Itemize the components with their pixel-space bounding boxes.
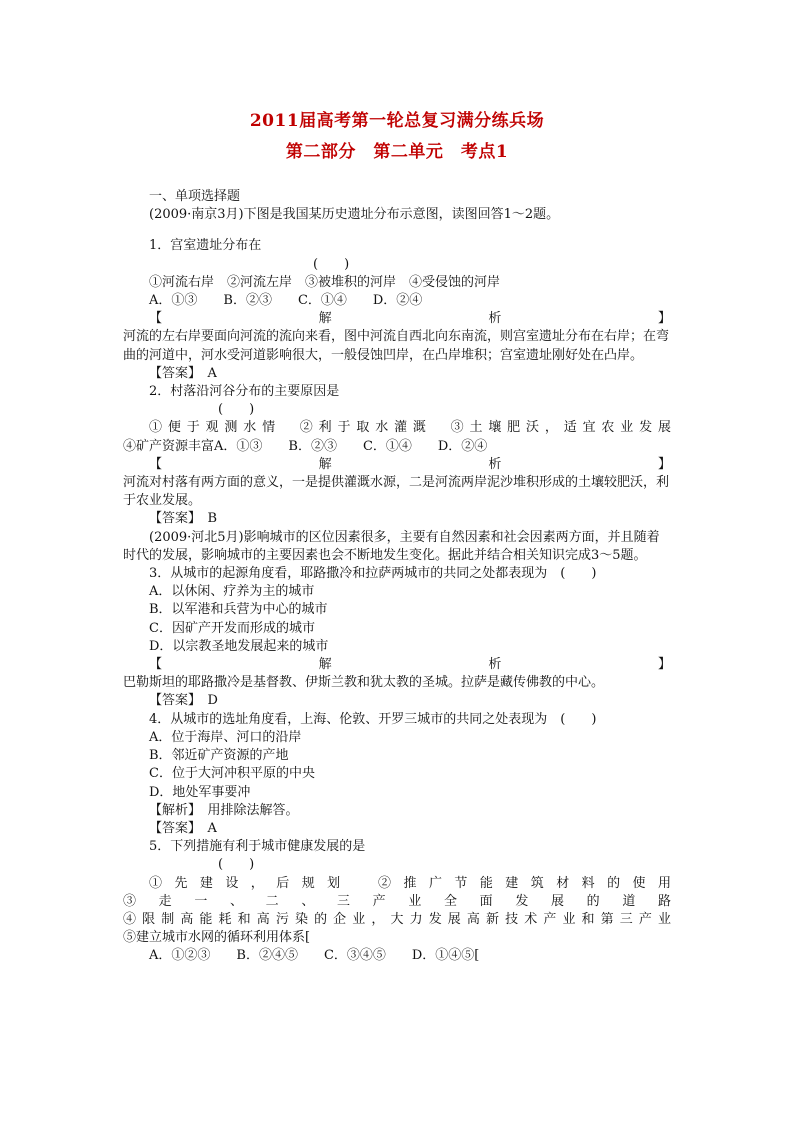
question-3-stem: 3．从城市的起源角度看，耶路撒冷和拉萨两城市的共同之处都表现为 ( ) (149, 566, 597, 582)
question-1-answer: 【答案】 A (149, 365, 217, 381)
question-4-option-d: D．地处军事要冲 (149, 784, 251, 800)
question-5-line4: ⑤建立城市水网的循环利用体系[ (123, 930, 311, 946)
question-5-line2: ③走一、二、三产业全面发展的道路 (123, 893, 671, 909)
document-body (123, 188, 671, 966)
question-2-items-line2: ④矿产资源丰富A．①③ B．②③ C．①④ D．②④ (123, 438, 488, 454)
question-1-stem: 1．宫室遗址分布在 (149, 238, 262, 254)
section-heading: 一、单项选择题 (149, 189, 241, 204)
document-subtitle: 第二部分 第二单元 考点1 (285, 142, 509, 162)
question-2-jiexi-label: 【 解 析 】 (149, 456, 671, 472)
question-1-jiexi-label: 【 解 析 】 (149, 311, 671, 327)
question-4-option-b: B．邻近矿产资源的产地 (149, 748, 289, 764)
question-5-line3: ④限制高能耗和高污染的企业，大力发展高新技术产业和第三产业 (123, 911, 671, 927)
intro-paragraph-1: (2009·南京3月)下图是我国某历史遗址分布示意图，读图回答1～2题。 (149, 207, 560, 223)
question-3-jiexi-text: 巴勒斯坦的耶路撒冷是基督教、伊斯兰教和犹太教的圣城。拉萨是藏传佛教的中心。 (123, 675, 605, 691)
document-title: 2011届高考第一轮总复习满分练兵场 (249, 111, 545, 131)
question-4-option-c: C．位于大河冲积平原的中央 (149, 766, 315, 782)
question-2-stem: 2．村落沿河谷分布的主要原因是 (149, 384, 340, 400)
question-2-answer: 【答案】 B (149, 511, 218, 527)
question-3-jiexi-label: 【 解 析 】 (149, 657, 671, 673)
question-3-option-b: B．以军港和兵营为中心的城市 (149, 602, 328, 618)
question-5-line1: ①先建设，后规划 ②推广节能建筑材料的使用 (149, 875, 671, 891)
question-5-stem: 5．下列措施有利于城市健康发展的是 (149, 839, 366, 855)
question-4-option-a: A．位于海岸、河口的沿岸 (149, 729, 302, 745)
question-2-paren: ( ) (218, 402, 255, 418)
question-1-options: A．①③ B．②③ C．①④ D．②④ (149, 293, 423, 309)
question-3-option-c: C．因矿产开发而形成的城市 (149, 620, 315, 636)
question-2-jiexi-text: 河流对村落有两方面的意义，一是提供灌溉水源，二是河流两岸泥沙堆积形成的土壤较肥沃，利于农业发展。 (123, 475, 670, 509)
question-4-jiexi: 【解析】 用排除法解答。 (149, 802, 299, 818)
question-2-items-line1: ①便于观测水情 ②利于取水灌溉 ③土壤肥沃，适宜农业发展 (149, 420, 671, 436)
question-5-options: A．①②③ B．②④⑤ C．③④⑤ D．①④⑤[ (149, 948, 480, 964)
intro-paragraph-2: (2009·河北5月)影响城市的区位因素很多，主要有自然因素和社会因素两方面，并且随着时代的发展，影响城市的主要因素也会不断地发生变化。据此并结合相关知识完成3～5题。 (123, 529, 660, 563)
question-1-jiexi-text: 河流的左右岸要面向河流的流向来看，图中河流自西北向东南流，则宫室遗址分布在右岸；在弯曲的河道中，河水受河道影响很大，一般侵蚀凹岸，在凸岸堆积；宫室遗址刚好处在凸岸。 (123, 329, 670, 363)
question-3-answer: 【答案】 D (149, 693, 218, 709)
question-3-option-d: D．以宗教圣地发展起来的城市 (149, 638, 329, 654)
question-5-paren: ( ) (218, 857, 255, 873)
question-1-items: ①河流右岸 ②河流左岸 ③被堆积的河岸 ④受侵蚀的河岸 (149, 274, 501, 290)
question-1-paren: ( ) (313, 256, 350, 272)
question-4-stem: 4．从城市的选址角度看，上海、伦敦、开罗三城市的共同之处表现为 ( ) (149, 711, 597, 727)
question-4-answer: 【答案】 A (149, 820, 217, 836)
question-3-option-a: A．以休闲、疗养为主的城市 (149, 584, 315, 600)
